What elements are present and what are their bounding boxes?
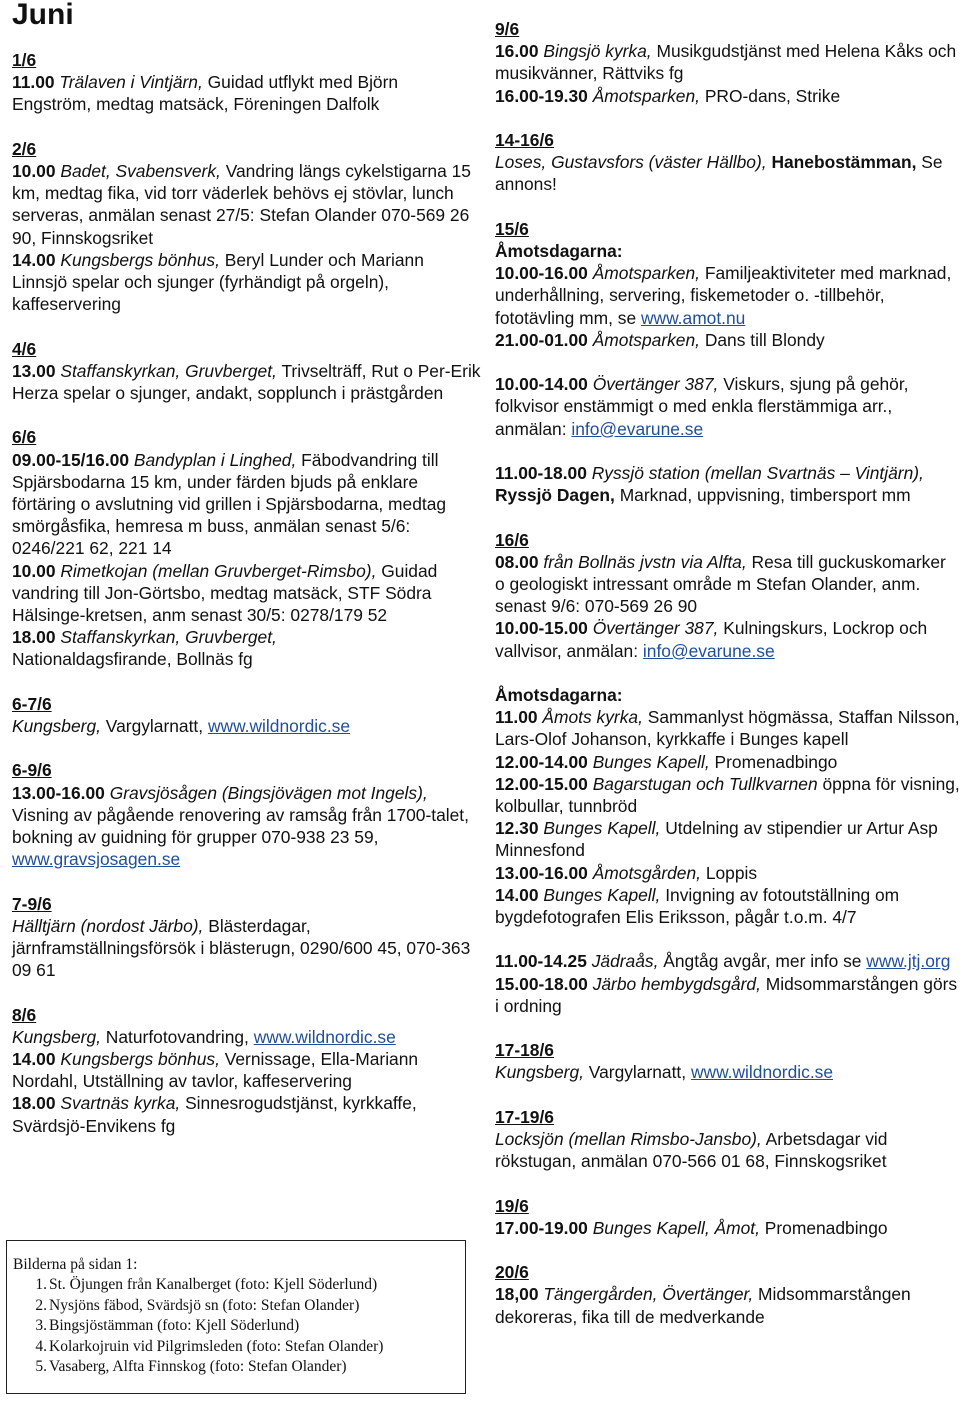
event-entry (495, 18, 960, 85)
event-time: 17.00-19.00 (495, 1217, 588, 1238)
event-entry (495, 1261, 960, 1328)
caption-item (13, 1337, 465, 1357)
event-entry (495, 529, 960, 618)
event-text: Fäbodvandring till Spjärsbodarna 15 km, under färden bjuds på enklare förtäring o avslutning vid grillen i Spjärsbodarna, medtag smörgåsfika, hemresa m buss, anmälan senast 5/6: 0246/221 62, 221 14 (12, 449, 447, 559)
event-place: Åmotsparken, (592, 85, 700, 106)
event-text: Guidad vandring till Jon-Görtsbo, medtag matsäck, STF Södra Hälsinge-kretsen, anm senast 30/5: 0278/179 52 (12, 560, 438, 626)
event-text: Vernissage, Ella-Mariann Nordahl, Utställning av tavlor, kaffeservering (12, 1049, 419, 1092)
event-time: 16.00 (495, 41, 539, 62)
event-place: Kungsbergs bönhus, (60, 1049, 220, 1070)
event-time: 10.00 (12, 161, 56, 181)
event-place: Järbo hembygdsgård, (592, 973, 761, 994)
event-text: Vargylarnatt, (588, 1062, 687, 1083)
caption-number: 5. (35, 1358, 47, 1376)
event-time: 18,00 (495, 1284, 539, 1305)
event-place: Åmotsparken, (592, 329, 700, 350)
event-entry (495, 129, 960, 196)
event-text: Invigning av fotoutställning om bygdefotografen Elis Eriksson, pågår t.o.m. 4/7 (495, 884, 900, 928)
event-time: 13.00 (12, 360, 56, 381)
event-heading: Åmotsdagarna: (495, 685, 623, 705)
event-time: 09.00-15/16.00 (12, 449, 130, 470)
event-time: 11.00 (12, 72, 55, 93)
event-time: 11.00-18.00 (495, 463, 587, 483)
event-text: Promenadbingo (764, 1217, 888, 1238)
event-time: 13.00-16.00 (495, 862, 588, 883)
event-place: Övertänger 387, (592, 618, 719, 639)
event-text: öppna för visning, kolbullar, tunnbröd (495, 773, 960, 817)
caption-text: Kolarkojruin vid Pilgrimsleden (foto: Stefan Olander) (49, 1337, 384, 1355)
event-place: Övertänger 387, (592, 374, 719, 395)
caption-text: St. Öjungen från Kanalberget (foto: Kjell Söderlund) (49, 1276, 378, 1294)
event-text: Resa till guckuskomarker o geologiskt intressant område m Stefan Olander, anm. senast 9/6: 070-569 26 90 (495, 551, 946, 617)
event-text: Sinnesrogudstjänst, kyrkkaffe, Svärdsjö-Envikens fg (12, 1093, 417, 1136)
event-entry (12, 49, 482, 116)
event-place: Badet, Svabensverk, (60, 161, 221, 181)
caption-number: 3. (35, 1317, 47, 1335)
event-date: 6-9/6 (12, 760, 52, 781)
event-time: 11.00 (495, 707, 538, 728)
event-time: 10.00-16.00 (495, 263, 588, 284)
event-entry (495, 462, 960, 506)
event-time: 15.00-18.00 (495, 973, 588, 994)
event-entry (495, 1195, 960, 1239)
event-place: Staffanskyrkan, Gruvberget, (60, 360, 277, 381)
event-place: Locksjön (mellan Rimsbo-Jansbo), (495, 1129, 762, 1150)
event-place: Tängergården, Övertänger, (543, 1284, 754, 1305)
event-place: Bunges Kapell, (543, 884, 661, 905)
event-entry (12, 249, 482, 316)
captions-heading: Bilderna på sidan 1: (13, 1256, 138, 1273)
event-date: 17-19/6 (495, 1106, 554, 1127)
event-place: Kungsberg, (12, 1026, 101, 1047)
event-place: Åmots kyrka, (542, 707, 643, 728)
captions-list (13, 1275, 465, 1377)
event-entry (495, 218, 960, 262)
event-text: Dans till Blondy (704, 329, 825, 350)
website-link[interactable]: www.amot.nu (640, 307, 746, 328)
event-entry (495, 773, 960, 817)
event-text: Promenadbingo (714, 751, 838, 772)
event-place: Hälltjärn (nordost Järbo), (12, 915, 204, 936)
event-date: 4/6 (12, 338, 37, 359)
event-text: Kulningskurs, Lockrop och vallvisor, anmälan: (495, 618, 928, 661)
event-time: 14.00 (12, 249, 56, 270)
event-text: Vandring längs cykelstigarna 15 km, medtag fika, vid torr väderlek behövs ej stövlar, lunch serveras, anmälan senast 27/5: Stefan Olander 070-569 26 90, Finnskogsriket (12, 161, 471, 248)
event-time: 13.00-16.00 (12, 782, 105, 803)
caption-item (13, 1296, 465, 1316)
caption-item (13, 1316, 465, 1336)
event-place: Rimetkojan (mellan Gruvberget-Rimsbo), (60, 560, 377, 581)
event-place: Bunges Kapell, (592, 751, 710, 772)
event-time: 08.00 (495, 551, 539, 572)
website-link[interactable]: www.wildnordic.se (690, 1062, 834, 1083)
event-text: Midsommarstången dekoreras, fika till de medverkande (495, 1284, 911, 1327)
event-entry (12, 338, 482, 405)
event-place: Kungsberg, (495, 1062, 584, 1083)
event-place: Ryssjö station (mellan Svartnäs – Vintjärn), (591, 463, 924, 483)
event-text: Beryl Lunder och Mariann Linnsjö spelar och sjunger (fyrhändigt på orgeln), kaffeservering (12, 249, 424, 315)
event-date: 7-9/6 (12, 893, 52, 914)
event-text: Viskurs, sjung på gehör, folkvisor enstämmigt o med enkla flerstämmiga arr., anmälan: (495, 374, 909, 439)
event-place: Jädraås, (591, 951, 659, 972)
event-text: Utdelning av stipendier ur Artur Asp Minnesfond (495, 818, 938, 861)
event-text: Marknad, uppvisning, timbersport mm (619, 485, 911, 506)
event-place: Bunges Kapell, (543, 818, 661, 839)
caption-text: Vasaberg, Alfta Finnskog (foto: Stefan Olander) (49, 1358, 347, 1376)
event-entry (495, 862, 960, 884)
website-link[interactable]: www.jtj.org (866, 951, 951, 972)
event-place: Kungsberg, (12, 716, 101, 737)
event-time: 12.00-15.00 (495, 773, 588, 794)
event-text: Loppis (705, 862, 758, 883)
event-entry (495, 950, 960, 972)
event-entry (12, 138, 482, 249)
event-entry (495, 751, 960, 773)
website-link[interactable]: www.wildnordic.se (207, 716, 351, 737)
event-date: 8/6 (12, 1004, 37, 1025)
email-link[interactable]: info@evarune.se (642, 640, 775, 661)
caption-item (13, 1275, 465, 1295)
event-place: Åmotsgården, (592, 862, 701, 883)
event-place: Bingsjö kyrka, (543, 41, 652, 62)
caption-number: 4. (35, 1337, 47, 1355)
event-entry (495, 617, 960, 661)
event-text: Se annons! (495, 152, 943, 195)
event-date: 2/6 (12, 138, 37, 159)
event-highlight: Hanebostämman, (771, 152, 917, 173)
event-time: 21.00-01.00 (495, 329, 588, 350)
event-text: Naturfotovandring, (105, 1026, 249, 1047)
event-text: Blästerdagar, järnframställningsförsök i blästerugn, 0290/600 45, 070-363 09 61 (12, 915, 471, 981)
event-text: Guidad utflykt med Björn Engström, medtag matsäck, Föreningen Dalfolk (12, 72, 399, 115)
event-text: Familjeaktiviteter med marknad, underhållning, servering, fiskemetoder o. -tillbehör, fototävling mm, se (495, 263, 952, 328)
event-time: 11.00-14.25 (495, 951, 587, 972)
caption-text: Nysjöns fäbod, Svärdsjö sn (foto: Stefan Olander) (49, 1296, 360, 1314)
event-entry (495, 373, 960, 440)
event-time: 10.00-14.00 (495, 374, 588, 395)
event-date: 1/6 (12, 50, 37, 70)
caption-number: 2. (35, 1296, 47, 1314)
event-entry (12, 1004, 482, 1048)
event-entry (495, 817, 960, 861)
event-heading: Åmotsdagarna: (495, 241, 623, 261)
event-place: Loses, Gustavsfors (väster Hällbo), (495, 152, 767, 173)
event-entry (495, 684, 960, 706)
event-place: från Bollnäs jvstn via Alfta, (543, 551, 747, 572)
event-text: Midsommarstången görs i ordning (495, 973, 958, 1016)
event-time: 14.00 (12, 1049, 56, 1070)
event-date: 20/6 (495, 1262, 529, 1283)
right-column (495, 18, 960, 1328)
event-entry (495, 973, 960, 1017)
event-entry (12, 759, 482, 870)
event-date: 16/6 (495, 529, 529, 550)
event-place: Åmotsparken, (592, 263, 700, 284)
event-date: 17-18/6 (495, 1040, 554, 1061)
event-date: 19/6 (495, 1195, 529, 1216)
website-link[interactable]: www.wildnordic.se (253, 1026, 396, 1047)
event-text: PRO-dans, Strike (704, 85, 841, 106)
event-text: Vargylarnatt, (105, 716, 204, 737)
event-entry (495, 884, 960, 928)
event-time: 10.00 (12, 560, 56, 581)
event-entry (495, 1039, 960, 1083)
event-entry (495, 329, 960, 351)
event-entry (495, 262, 960, 329)
email-link[interactable]: info@evarune.se (571, 418, 704, 439)
event-place: Kungsbergs bönhus, (60, 249, 220, 270)
event-entry (495, 1106, 960, 1173)
event-place: Gravsjösågen (Bingsjövägen mot Ingels), (109, 782, 428, 803)
event-text: Musikgudstjänst med Helena Kåks och musikvänner, Rättviks fg (495, 41, 957, 84)
event-text: Visning av pågående renovering av ramsåg från 1700-talet, bokning av guidning för grupper 070-938 23 59, (12, 804, 469, 848)
caption-number: 1. (35, 1276, 47, 1294)
event-time: 12.00-14.00 (495, 751, 588, 772)
event-time: 10.00-15.00 (495, 618, 588, 639)
event-entry (12, 626, 482, 670)
caption-item (13, 1357, 465, 1377)
caption-text: Bingsjöstämman (foto: Kjell Söderlund) (49, 1317, 300, 1335)
event-text: Arbetsdagar vid rökstugan, anmälan 070-566 01 68, Finnskogsriket (495, 1129, 888, 1172)
event-place: Bagarstugan och Tullkvarnen (592, 773, 818, 794)
event-date: 14-16/6 (495, 130, 554, 150)
event-time: 18.00 (12, 1093, 56, 1114)
event-place: Trälaven i Vintjärn, (59, 72, 203, 93)
event-date: 6-7/6 (12, 693, 52, 714)
event-entry (12, 693, 482, 737)
photo-captions-box (6, 1240, 466, 1394)
event-text: Sammanlyst högmässa, Staffan Nilsson, Lars-Olof Johanson, kyrkkaffe i Bunges kapell (495, 707, 960, 750)
event-place: Svartnäs kyrka, (60, 1093, 181, 1114)
event-highlight: Ryssjö Dagen, (495, 485, 615, 506)
event-text: Nationaldagsfirande, Bollnäs fg (12, 649, 253, 670)
event-entry (12, 1048, 482, 1092)
left-column (12, 49, 482, 1137)
event-place: Bunges Kapell, Åmot, (592, 1217, 760, 1238)
event-text: Trivselträff, Rut o Per-Erik Herza spelar o sjunger, andakt, sopplunch i prästgården (12, 360, 481, 404)
event-entry (12, 1092, 482, 1136)
event-date: 6/6 (12, 427, 37, 448)
event-place: Bandyplan i Linghed, (133, 449, 297, 470)
event-entry (495, 85, 960, 107)
event-entry (495, 706, 960, 750)
event-time: 14.00 (495, 884, 539, 905)
event-time: 12.30 (495, 818, 539, 839)
event-date: 15/6 (495, 218, 529, 239)
event-place: Staffanskyrkan, Gruvberget, (60, 627, 277, 648)
website-link[interactable]: www.gravsjosagen.se (12, 849, 181, 870)
event-text: Ångtåg avgår, mer info se (663, 951, 862, 972)
event-entry (12, 560, 482, 627)
event-entry (12, 426, 482, 559)
page-title: Juni (12, 0, 74, 31)
event-entry (12, 893, 482, 982)
event-time: 16.00-19.30 (495, 85, 588, 106)
event-date: 9/6 (495, 19, 520, 39)
event-time: 18.00 (12, 627, 56, 648)
